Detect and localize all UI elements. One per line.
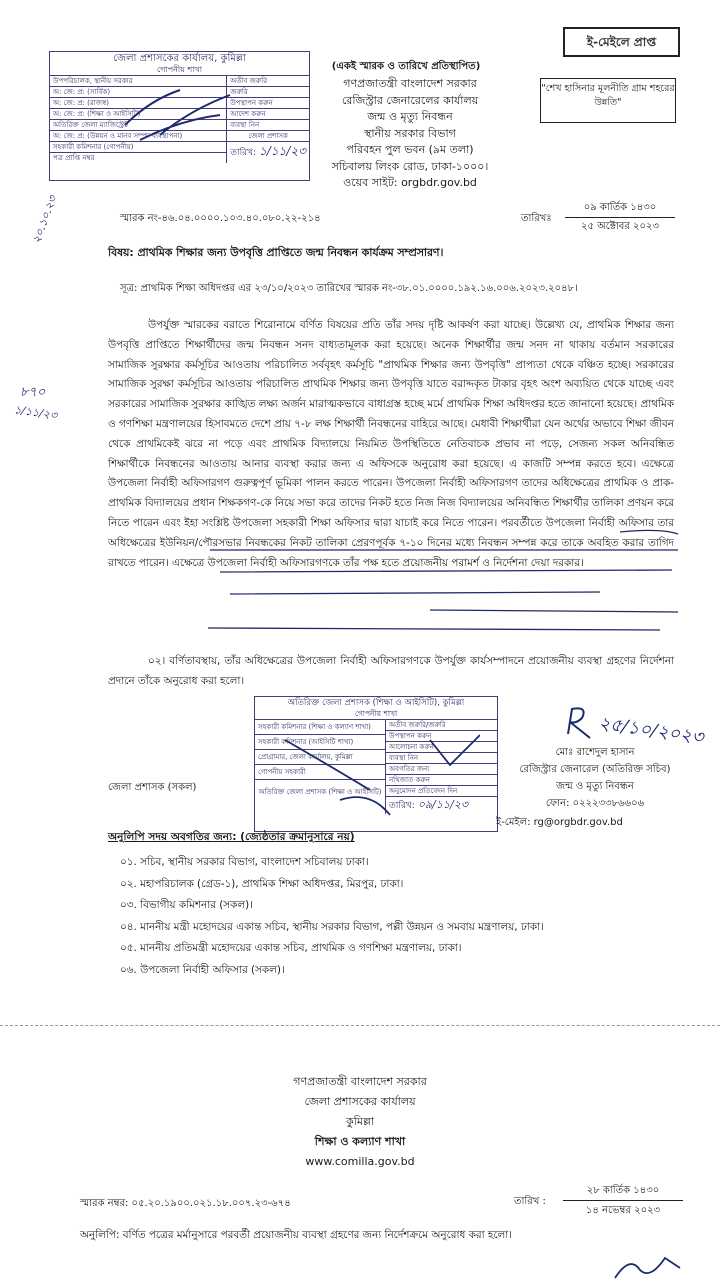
stamp-subtitle: গোপনীয় শাখা [354,709,398,718]
stamp-row: অতীব জরুরি [227,75,309,86]
copy-list [120,852,544,981]
stamp-date-label: তারিখ: [389,801,415,811]
stamp-row: উপস্থাপন করুন [227,97,309,108]
list-item: ০২. মহাপরিচালক (গ্রেড-১), প্রাথমিক শিক্ষা অধিদপ্তর, মিরপুর, ঢাকা। [120,877,404,890]
header-line: সচিবালয় লিংক রোড, ঢাকা-১০০০। [331,159,489,173]
stamp-row: অ: জে: প্র: (সার্বিক) [50,86,226,97]
header-line: স্থানীয় সরকার বিভাগ [364,126,456,140]
stamp-row: জরুরি [227,86,309,97]
subject-line: বিষয়: প্রাথমিক শিক্ষার জন্য উপবৃত্তি প্রাপ্তিতে জন্ম নিবন্ধন কার্যক্রম সম্প্রসারণ। [108,246,444,259]
handwritten-underlines [100,520,680,640]
margin-note: ৮৭০ [20,385,46,400]
list-item: ০৪. মাননীয় মন্ত্রী মহোদয়ের একান্ত সচিব, স্থানীয় সরকার বিভাগ, পল্লী উন্নয়ন ও সমবায় মন্ত্রণালয়, ঢাকা। [120,920,544,933]
handwritten-tick-marks [120,80,240,150]
reference-line: সূত্র: প্রাথমিক শিক্ষা অধিদপ্তর এর ২৩/১০/২০২৩ তারিখের স্মারক নং-৩৮.০১.০০০০.১৯২.১৬.০০৬.২০২৩.২০৪৮। [120,283,578,294]
stamp-row: জেলা প্রশাসক [227,130,309,141]
stamp-date-label: তারিখ: [230,148,257,158]
stamp-row: অনুমোদন প্রতিবেদন দিন [386,785,497,796]
stamp-row: অবগতির জন্য [386,763,497,774]
stamp-title: অতিরিক্ত জেলা প্রশাসক (শিক্ষা ও আইসিটি), কুমিল্লা [287,698,465,708]
signatory-designation: রেজিস্ট্রার জেনারেল (অতিরিক্ত সচিব) [519,764,671,775]
stamp-date-value: ০৯/১১/২৩ [417,798,469,811]
header-note: (একই স্মারক ও তারিখে প্রতিস্থাপিত) [331,61,481,72]
signatory-block [505,744,685,812]
stamp-footer: অতিরিক্ত জেলা প্রশাসক (শিক্ষা ও আইসিটি) [255,779,385,804]
header-line: রেজিস্ট্রার জেনারেলের কার্যালয় [341,93,479,107]
date-english: ২৫ অক্টোবর ২০২৩ [580,221,660,232]
stamp-row: নথিজাত করুন [386,774,497,785]
second-date-bangla: ২৮ কার্তিক ১৪৩০ [563,1183,683,1201]
stamp-row: অ: জে: প্র: (শিক্ষা ও আইসিটি) [50,108,226,119]
copy-heading: অনুলিপি সদয় অবগতির জন্য: (জ্যেষ্ঠতার ক্রমানুসারে নয়) [108,831,355,843]
slogan-box: "শেখ হাসিনার মূলনীতি গ্রাম শহরের উন্নতি" [540,78,676,123]
header-line: শিক্ষা ও কল্যাণ শাখা [314,1135,406,1148]
stamp-row: অতীব জরুরি/জরুরি [386,719,497,730]
stamp-row: অ: জে: প্র: (রাজস্ব) [50,97,226,108]
list-item: ০৬. উপজেলা নির্বাহী অফিসার (সকল)। [120,963,285,976]
date-bangla: ০৯ কার্তিক ১৪৩০ [565,200,675,218]
stamp-row: প্রোগ্রামার, জেলা কার্যালয়, কুমিল্লা [255,749,385,764]
header-line: গণপ্রজাতন্ত্রী বাংলাদেশ সরকার [343,77,477,90]
header-line: জেলা প্রশাসকের কার্যালয় [304,1095,416,1108]
stamp-row: সহকারী কমিশনার (গোপনীয়) [50,141,226,152]
stamp-row: সহকারী কমিশনার (আইসিটি শাখা) [255,734,385,749]
handwritten-initials [610,1250,690,1280]
signatory-email: ই-মেইল: rg@orgbdr.gov.bd [496,817,623,828]
stamp-row: আলোচনা করুন [386,741,497,752]
margin-note: ২০.১০.২৩ [29,193,60,246]
second-date-english: ১৪ নভেম্বর ২০২৩ [585,1205,661,1216]
stamp-row: অতিরিক্ত জেলা ম্যাজিস্ট্রেট [50,119,226,130]
list-item: ০৩. বিভাগীয় কমিশনার (সকল)। [120,899,253,911]
stamp-row: ব্যবস্থা নিন [227,119,309,130]
second-copy-line: অনুলিপি: বর্ণিত পত্রের মর্মানুসারে পরবর্তী প্রয়োজনীয় ব্যবস্থা গ্রহণের জন্য নির্দেশক্রমে অনুরোধ করা হলো। [80,1229,513,1241]
stamp-row: সহকারী কমিশনার (শিক্ষা ও কল্যাণ শাখা) [255,719,385,734]
body-paragraph-2: ০২। বর্ণিতাবস্থায়, তাঁর অধিক্ষেত্রের উপজেলা নির্বাহী অফিসারগণকে উপর্যুক্ত কার্যসম্পাদনে প্রয়োজনীয় ব্যবস্থা গ্রহণের নির্দেশনা প্রদানে তাঁকে অনুরোধ করা হলো। [108,655,674,687]
second-office-header [250,1072,470,1172]
office-header [300,76,520,192]
date-label: তারিখঃ [521,213,552,224]
recipient: জেলা প্রশাসক (সকল) [108,782,197,793]
stamp-row: ব্যবস্থা নিন [386,752,497,763]
memo-number: স্মারক নং-৪৬.০৪.০০০০.১০৩.৪০.০৮০.২২-২১৪ [120,213,321,224]
second-memo-number: স্মারক নম্বর: ০৫.২০.১৯০০.০২১.১৮.০০৭.২৩-৬৭৪ [80,1198,291,1209]
stamp-date-value: ১/১১/২৩ [258,144,306,158]
signatory-name: মোঃ রাশেদুল হাসান [555,747,635,758]
second-date-label: তারিখ : [514,1196,546,1207]
header-line: জন্ম ও মৃত্যু নিবন্ধন [367,110,453,123]
stamp-subtitle: গোপনীয় শাখা [156,65,203,74]
stamp-row: গোপনীয় সহকারী [255,764,385,779]
margin-note: ১/১১/২৩ [13,403,58,422]
email-received-stamp: ই-মেইলে প্রাপ্ত [563,27,680,57]
header-line: www.comilla.gov.bd [305,1155,415,1168]
header-line: কুমিল্লা [346,1115,374,1128]
header-line: গণপ্রজাতন্ত্রী বাংলাদেশ সরকার [293,1075,427,1088]
stamp-row: অ: জে: প্র: (উন্নয়ন ও মানব সম্পদ ব্যবস্থাপনা) [50,130,226,141]
signature-date: ২৫/১০/২০২৩ [597,712,705,749]
signatory-phone: ফোন: ০২২২৩৩৮৬৬০৬ [545,798,645,809]
handwritten-tick-marks [280,730,480,820]
header-line: ওয়েব সাইট: orgbdr.gov.bd [343,176,477,189]
stamp-row: উপস্থাপন করুন [386,730,497,741]
stamp-row: পত্র প্রাপ্তি নম্বর [50,152,226,163]
body-paragraph-1: উপর্যুক্ত স্মারকের বরাতে শিরোনামে বর্ণিত বিষয়ের প্রতি তাঁর সদয় দৃষ্টি আকর্ষণ করা যাচ্ছে। উল্লেখ্য যে, প্রাথমিক শিক্ষার জন্য উপবৃত্তি প্রাপ্তিতে শিক্ষার্থীদের জন্ম নিবন্ধন সনদ বাধ্যতামূলক করা হয়েছে। অনেক শিক্ষার্থীর জন্ম সনদ না থাকায় বর্তমান সরকারের সামাজিক সুরক্ষার কর্মসূচির আওতায় পরিচালিত সর্ববৃহৎ কর্মসূচি "প্রাথমিক শিক্ষার জন্য উপবৃত্তি" প্রাপ্যতা থেকে বঞ্চিত হচ্ছে। সরকারের সামাজিক সুরক্ষা কর্মসূচির আওতায় পরিচালিত প্রাথমিক শিক্ষার জন্য উপবৃত্তি যাতে বরাদ্দকৃত টাকার বৃহৎ অংশ অব্যয়িত থেকে যাচ্ছে এবং সরকারের সামাজিক সুরক্ষার কাঙ্খিত লক্ষ্য অর্জন মারাত্মকভাবে বাধাগ্রস্ত হচ্ছে মর্মে প্রাথমিক শিক্ষা অধিদপ্তর হতে জানানো হয়েছে। প্রাথমিক ও গণশিক্ষা মন্ত্রণালয়ের হিসাবমতে দেশে প্রায় ৭-৮ লক্ষ শিক্ষার্থী নিবন্ধনের বাহিরে আছে। মেধাবী শিক্ষার্থীরা যেন অর্থের অভাবে শিক্ষা জীবন থেকে প্রাথমিকেই ঝরে না পড়ে এবং প্রাথমিক বিদ্যালয়ে নিয়মিত উপস্থিতিতে নেতিবাচক প্রভাব না পড়ে, সেজন্য সকল অনিবন্ধিত শিক্ষার্থীকে নিবন্ধনের আওতায় আনার ব্যবস্থা করার জন্য এ অফিসকে অনুরোধ করা হয়েছে। এ কাজটি সম্পন্ন করতে হবে। এক্ষেত্রে উপজেলা নির্বাহী অফিসারগণ গুরুত্বপূর্ণ ভূমিকা পালন করতে পারেন। উপজেলা নির্বাহী অফিসারগণ তাদের অধিক্ষেত্রের প্রাথমিক ও প্রাক-প্রাথমিক বিদ্যালয়ের প্রধান শিক্ষকগণ-কে নিয়ে সভা করে তাদের নিকট হতে নিজ নিজ বিদ্যালয়ের অনিবন্ধিত শিক্ষার্থীর তালিকা প্রণয়ন করে নিতে পারেন এবং ইহা সংশ্লিষ্ট উপজেলা সহকারী শিক্ষা অফিসার দ্বারা যাচাই করে নিতে পারেন। পরবর্তীতে উপজেলা নির্বাহী অফিসার তার অধিক্ষেত্রের ইউনিয়ন/পৌরসভার নিবন্ধকের নিকট তালিকা প্রেরণপূর্বক ৭-১০ দিনের মধ্যে নিবন্ধন সম্পন্ন করে তাকে অবহিত করার তাগিদ রাখতে পারেন। এক্ষেত্রে উপজেলা নির্বাহী অফিসারগণকে তাঁর পক্ষ হতে প্রয়োজনীয় পরামর্শ ও নির্দেশনা দেয়া দরকার। [108,319,674,569]
signatory-office: জন্ম ও মৃত্যু নিবন্ধন [556,781,634,792]
header-line: পরিবহন পুল ভবন (৯ম তলা) [346,143,474,156]
list-item: ০১. সচিব, স্থানীয় সরকার বিভাগ, বাংলাদেশ সচিবালয় ঢাকা। [120,856,369,868]
list-item: ০৫. মাননীয় প্রতিমন্ত্রী মহোদয়ের একান্ত সচিব, প্রাথমিক ও গণশিক্ষা মন্ত্রণালয়, ঢাকা। [120,942,462,954]
stamp-row: উপপরিচালক, স্থানীয় সরকার [50,75,226,86]
stamp-title: জেলা প্রশাসকের কার্যালয়, কুমিল্লা [113,53,246,64]
page-divider [0,1025,720,1026]
signature-mark [560,704,610,744]
stamp-row: আদেশ করুন [227,108,309,119]
